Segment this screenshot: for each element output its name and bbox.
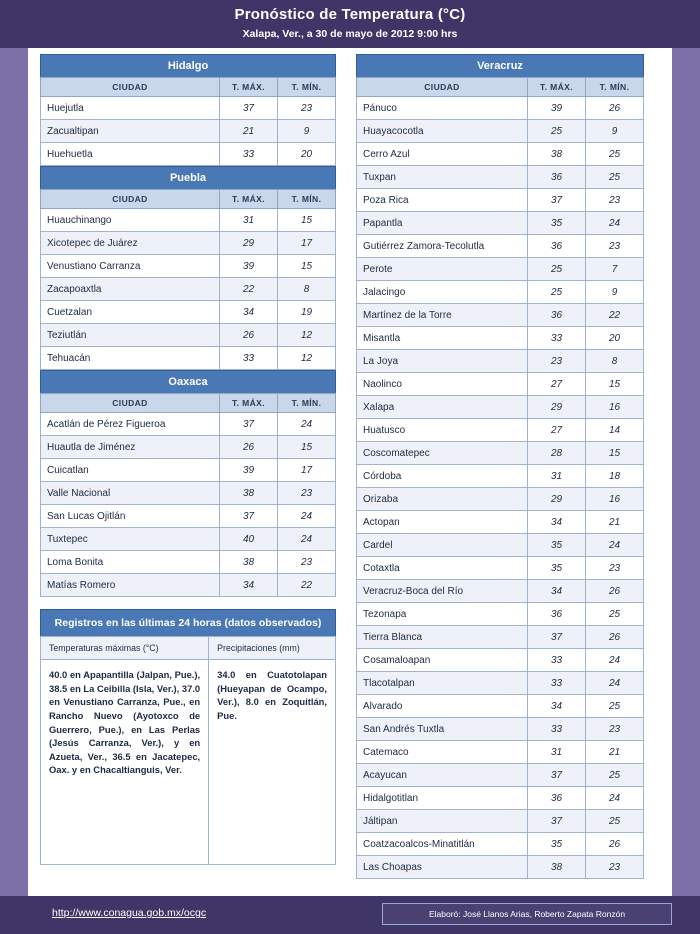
cell-city: Misantla: [357, 327, 528, 350]
cell-tmax: 38: [220, 551, 278, 574]
cell-city: Jalacingo: [357, 281, 528, 304]
cell-city: Poza Rica: [357, 189, 528, 212]
cell-tmax: 28: [528, 442, 586, 465]
page-title: Pronóstico de Temperatura (°C): [234, 6, 466, 23]
cell-tmin: 25: [586, 143, 644, 166]
cell-city: Alvarado: [357, 695, 528, 718]
cell-tmin: 24: [586, 787, 644, 810]
cell-tmax: 31: [528, 465, 586, 488]
table-row: [357, 741, 644, 764]
table-block-oaxaca: [40, 370, 336, 597]
cell-tmin: 7: [586, 258, 644, 281]
cell-city: Huauchinango: [41, 209, 220, 232]
table-row: [357, 166, 644, 189]
observed-records-title: Registros en las últimas 24 horas (datos observados): [40, 609, 336, 636]
cell-city: Papantla: [357, 212, 528, 235]
cell-tmax: 26: [220, 324, 278, 347]
table-row: [357, 626, 644, 649]
cell-tmin: 25: [586, 166, 644, 189]
cell-tmin: 24: [586, 649, 644, 672]
cell-tmin: 26: [586, 833, 644, 856]
table-row: [357, 718, 644, 741]
table-row: [357, 695, 644, 718]
cell-tmax: 36: [528, 166, 586, 189]
cell-tmax: 39: [528, 97, 586, 120]
cell-city: Huejutla: [41, 97, 220, 120]
table-row: [357, 189, 644, 212]
table-row: [357, 212, 644, 235]
cell-city: Catemaco: [357, 741, 528, 764]
table-row: [357, 419, 644, 442]
table-row: [41, 436, 336, 459]
left-column: [40, 54, 336, 865]
cell-city: Cerro Azul: [357, 143, 528, 166]
table-row: [357, 442, 644, 465]
cell-city: Naolinco: [357, 373, 528, 396]
cell-tmin: 23: [586, 557, 644, 580]
state-title-oaxaca: Oaxaca: [40, 370, 336, 393]
table-row: [357, 373, 644, 396]
cell-tmin: 15: [586, 442, 644, 465]
cell-tmax: 35: [528, 212, 586, 235]
cell-tmax: 37: [528, 810, 586, 833]
cell-city: Xalapa: [357, 396, 528, 419]
cell-city: Tehuacán: [41, 347, 220, 370]
col-header-city: CIUDAD: [41, 78, 220, 97]
cell-tmax: 36: [528, 235, 586, 258]
table-row: [41, 505, 336, 528]
cell-tmax: 22: [220, 278, 278, 301]
cell-tmax: 36: [528, 603, 586, 626]
cell-city: Pánuco: [357, 97, 528, 120]
cell-tmax: 29: [528, 396, 586, 419]
cell-city: Acatlán de Pérez Figueroa: [41, 413, 220, 436]
cell-city: Cardel: [357, 534, 528, 557]
table-block-hidalgo: [40, 54, 336, 166]
cell-tmax: 37: [220, 413, 278, 436]
cell-city: Hidalgotitlan: [357, 787, 528, 810]
table-header-row: [41, 190, 336, 209]
cell-city: Tierra Blanca: [357, 626, 528, 649]
cell-tmin: 18: [586, 465, 644, 488]
cell-tmax: 38: [528, 856, 586, 879]
table-row: [41, 324, 336, 347]
cell-tmax: 40: [220, 528, 278, 551]
cell-tmin: 26: [586, 580, 644, 603]
state-title-hidalgo: Hidalgo: [40, 54, 336, 77]
table-row: [41, 301, 336, 324]
table-block-puebla: [40, 166, 336, 370]
forecast-table-hidalgo: [40, 77, 336, 166]
col-header-city: CIUDAD: [41, 190, 220, 209]
cell-tmin: 26: [586, 97, 644, 120]
table-row: [41, 574, 336, 597]
cell-tmax: 37: [528, 189, 586, 212]
table-row: [357, 603, 644, 626]
page-header: [0, 0, 700, 48]
cell-city: Orizaba: [357, 488, 528, 511]
cell-tmin: 23: [586, 189, 644, 212]
cell-tmin: 24: [278, 413, 336, 436]
table-row: [357, 97, 644, 120]
cell-tmax: 33: [220, 143, 278, 166]
cell-tmax: 36: [528, 787, 586, 810]
cell-city: Gutiérrez Zamora-Tecolutla: [357, 235, 528, 258]
table-row: [41, 209, 336, 232]
table-row: [357, 143, 644, 166]
cell-tmin: 23: [586, 856, 644, 879]
cell-tmin: 9: [586, 281, 644, 304]
cell-tmax: 25: [528, 281, 586, 304]
cell-tmax: 35: [528, 833, 586, 856]
cell-city: Valle Nacional: [41, 482, 220, 505]
cell-city: Huayacocotla: [357, 120, 528, 143]
cell-city: Huautla de Jiménez: [41, 436, 220, 459]
cell-city: Tuxpan: [357, 166, 528, 189]
table-row: [357, 534, 644, 557]
cell-city: Córdoba: [357, 465, 528, 488]
cell-tmax: 31: [220, 209, 278, 232]
cell-city: Zacualtipan: [41, 120, 220, 143]
credit-box: Elaboró: José Llanos Arias, Roberto Zapata Ronzón: [382, 903, 672, 925]
cell-tmax: 33: [528, 327, 586, 350]
col-header-tmin: T. MÍN.: [586, 78, 644, 97]
cell-tmax: 27: [528, 419, 586, 442]
observed-col-header-tmax: Temperaturas máximas (°C): [41, 637, 209, 660]
col-header-city: CIUDAD: [41, 394, 220, 413]
cell-tmax: 21: [220, 120, 278, 143]
forecast-table-oaxaca: [40, 393, 336, 597]
table-header-row: [41, 394, 336, 413]
cell-tmin: 23: [278, 97, 336, 120]
cell-tmax: 27: [528, 373, 586, 396]
cell-city: Tlacotalpan: [357, 672, 528, 695]
cell-tmax: 33: [528, 672, 586, 695]
cell-tmin: 24: [586, 212, 644, 235]
right-column: [356, 54, 644, 879]
cell-tmax: 34: [528, 580, 586, 603]
table-row: [357, 856, 644, 879]
cell-tmin: 9: [278, 120, 336, 143]
cell-tmin: 8: [278, 278, 336, 301]
cell-tmax: 35: [528, 557, 586, 580]
cell-tmax: 37: [528, 764, 586, 787]
cell-tmax: 33: [528, 718, 586, 741]
cell-tmin: 17: [278, 459, 336, 482]
cell-tmax: 33: [528, 649, 586, 672]
cell-tmin: 25: [586, 603, 644, 626]
cell-tmax: 35: [528, 534, 586, 557]
cell-city: San Andrés Tuxtla: [357, 718, 528, 741]
table-row: [41, 551, 336, 574]
table-row: [357, 235, 644, 258]
cell-city: Martínez de la Torre: [357, 304, 528, 327]
cell-tmin: 20: [278, 143, 336, 166]
col-header-tmin: T. MÍN.: [278, 190, 336, 209]
table-row: [41, 459, 336, 482]
table-row: [41, 482, 336, 505]
cell-tmax: 37: [528, 626, 586, 649]
cell-tmin: 24: [586, 534, 644, 557]
table-row: [41, 528, 336, 551]
cell-tmin: 24: [278, 505, 336, 528]
cell-tmax: 38: [220, 482, 278, 505]
cell-tmin: 12: [278, 347, 336, 370]
table-block-veracruz: [356, 54, 644, 879]
cell-tmax: 39: [220, 459, 278, 482]
page-subtitle: Xalapa, Ver., a 30 de mayo de 2012 9:00 hrs: [242, 28, 458, 40]
table-row: [357, 672, 644, 695]
col-header-tmin: T. MÍN.: [278, 394, 336, 413]
cell-tmax: 37: [220, 97, 278, 120]
cell-tmax: 33: [220, 347, 278, 370]
table-row: [357, 580, 644, 603]
cell-tmin: 16: [586, 396, 644, 419]
cell-city: Matías Romero: [41, 574, 220, 597]
cell-tmin: 22: [278, 574, 336, 597]
cell-city: Coatzacoalcos-Minatitlán: [357, 833, 528, 856]
cell-tmax: 31: [528, 741, 586, 764]
cell-tmin: 12: [278, 324, 336, 347]
cell-city: Tuxtepec: [41, 528, 220, 551]
cell-tmin: 16: [586, 488, 644, 511]
col-header-tmax: T. MÁX.: [220, 190, 278, 209]
cell-tmin: 15: [278, 255, 336, 278]
table-row: [357, 488, 644, 511]
cell-tmin: 26: [586, 626, 644, 649]
table-row: [41, 278, 336, 301]
cell-tmin: 25: [586, 764, 644, 787]
cell-city: Cosamaloapan: [357, 649, 528, 672]
observed-data-row: [41, 660, 336, 865]
table-row: [357, 327, 644, 350]
table-row: [41, 97, 336, 120]
table-row: [357, 304, 644, 327]
observed-tmax-text: 40.0 en Apapantilla (Jalpan, Pue.), 38.5 en La Ceibilla (Isla, Ver.), 37.0 en Venustiano Carranza, Pue., en Rancho Nuevo (Ayotoxco de Guerrero, Pue.), en Las Perlas (Jesús Carranza, Ver.), y en Azueta, Ver., 36.5 en Jacatepec, Oax. y en Chacaltianguis, Ver.: [41, 660, 209, 865]
cell-tmin: 17: [278, 232, 336, 255]
table-row: [41, 347, 336, 370]
cell-city: Coscomatepec: [357, 442, 528, 465]
col-header-tmax: T. MÁX.: [528, 78, 586, 97]
table-row: [41, 120, 336, 143]
cell-city: Acayucan: [357, 764, 528, 787]
cell-tmin: 22: [586, 304, 644, 327]
cell-tmax: 29: [220, 232, 278, 255]
cell-tmax: 34: [528, 511, 586, 534]
observed-records-block: [40, 609, 336, 865]
cell-city: Jáltipan: [357, 810, 528, 833]
cell-tmin: 20: [586, 327, 644, 350]
cell-tmax: 29: [528, 488, 586, 511]
cell-city: Xicotepec de Juárez: [41, 232, 220, 255]
observed-precip-text: 34.0 en Cuatotolapan (Hueyapan de Ocampo, Ver.), 8.0 en Zoquitlán, Pue.: [209, 660, 336, 865]
state-title-puebla: Puebla: [40, 166, 336, 189]
table-header-row: [41, 78, 336, 97]
cell-city: Veracruz-Boca del Río: [357, 580, 528, 603]
cell-tmin: 23: [586, 718, 644, 741]
cell-tmin: 15: [278, 436, 336, 459]
table-row: [357, 833, 644, 856]
cell-city: Zacapoaxtla: [41, 278, 220, 301]
table-row: [357, 511, 644, 534]
cell-tmin: 25: [586, 695, 644, 718]
cell-tmin: 23: [586, 235, 644, 258]
cell-city: Tezonapa: [357, 603, 528, 626]
col-header-city: CIUDAD: [357, 78, 528, 97]
cell-tmax: 38: [528, 143, 586, 166]
observed-header-row: [41, 637, 336, 660]
cell-tmin: 25: [586, 810, 644, 833]
cell-tmin: 23: [278, 482, 336, 505]
cell-tmin: 24: [586, 672, 644, 695]
table-row: [357, 465, 644, 488]
table-row: [357, 396, 644, 419]
table-row: [41, 413, 336, 436]
table-row: [41, 143, 336, 166]
cell-tmin: 14: [586, 419, 644, 442]
cell-city: Teziutlán: [41, 324, 220, 347]
cell-city: La Joya: [357, 350, 528, 373]
cell-city: Cuicatlan: [41, 459, 220, 482]
cell-tmin: 19: [278, 301, 336, 324]
cell-city: Cuetzalan: [41, 301, 220, 324]
table-row: [357, 281, 644, 304]
cell-tmax: 26: [220, 436, 278, 459]
table-row: [357, 810, 644, 833]
col-header-tmin: T. MÍN.: [278, 78, 336, 97]
cell-tmin: 21: [586, 511, 644, 534]
cell-city: Cotaxtla: [357, 557, 528, 580]
cell-tmax: 39: [220, 255, 278, 278]
cell-tmax: 25: [528, 258, 586, 281]
forecast-table-puebla: [40, 189, 336, 370]
table-row: [357, 649, 644, 672]
table-row: [41, 232, 336, 255]
cell-tmax: 34: [528, 695, 586, 718]
cell-city: Huehuetla: [41, 143, 220, 166]
table-row: [357, 350, 644, 373]
cell-tmax: 34: [220, 301, 278, 324]
page-footer: [0, 896, 700, 934]
cell-city: San Lucas Ojitlán: [41, 505, 220, 528]
cell-tmin: 24: [278, 528, 336, 551]
table-row: [357, 258, 644, 281]
table-row: [357, 120, 644, 143]
cell-tmin: 15: [586, 373, 644, 396]
cell-city: Las Choapas: [357, 856, 528, 879]
state-title-veracruz: Veracruz: [356, 54, 644, 77]
observed-records-table: [40, 636, 336, 865]
cell-tmin: 23: [278, 551, 336, 574]
table-row: [357, 787, 644, 810]
table-row: [41, 255, 336, 278]
cell-city: Perote: [357, 258, 528, 281]
cell-tmax: 37: [220, 505, 278, 528]
cell-tmin: 8: [586, 350, 644, 373]
cell-tmin: 21: [586, 741, 644, 764]
cell-tmax: 36: [528, 304, 586, 327]
cell-city: Huatusco: [357, 419, 528, 442]
cell-tmax: 25: [528, 120, 586, 143]
table-header-row: [357, 78, 644, 97]
col-header-tmax: T. MÁX.: [220, 78, 278, 97]
cell-tmax: 23: [528, 350, 586, 373]
observed-col-header-precip: Precipitaciones (mm): [209, 637, 336, 660]
table-row: [357, 764, 644, 787]
cell-city: Venustiano Carranza: [41, 255, 220, 278]
forecast-table-veracruz: [356, 77, 644, 879]
conagua-url-link[interactable]: http://www.conagua.gob.mx/ocgc: [52, 907, 207, 919]
cell-tmin: 9: [586, 120, 644, 143]
cell-city: Loma Bonita: [41, 551, 220, 574]
col-header-tmax: T. MÁX.: [220, 394, 278, 413]
cell-tmax: 34: [220, 574, 278, 597]
cell-tmin: 15: [278, 209, 336, 232]
cell-city: Actopan: [357, 511, 528, 534]
table-row: [357, 557, 644, 580]
